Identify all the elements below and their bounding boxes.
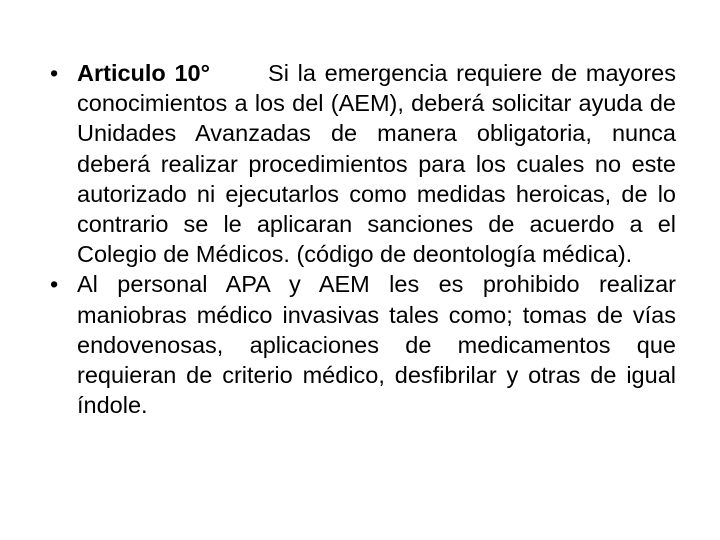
bullet-text: Si la emergencia requiere de mayores conocimientos a los del (AEM), deberá solicitar ayuda de Unidades Avanzadas de manera obligatoria, nunca deberá realizar procedimientos para los cuales no este autorizado ni ejecutarlos como medidas heroicas, de lo contrario se le aplicaran sanciones de acuerdo a el Colegio de Médicos. (código de deontología médica). — [77, 60, 676, 268]
bullet-text: Al personal APA y AEM les es prohibido realizar maniobras médico invasivas tales como; tomas de vías endovenosas, aplicaciones de medicamentos que requieran de criterio médico, desfibrilar y otras de igual índole. — [77, 271, 676, 419]
bullet-list — [50, 58, 676, 420]
bullet-item-articulo-10 — [50, 58, 676, 269]
bullet-marker: • — [50, 271, 59, 298]
bullet-item-prohibiciones — [50, 269, 676, 420]
bullet-marker: • — [50, 60, 59, 86]
article-heading: Articulo 10° — [77, 60, 211, 86]
